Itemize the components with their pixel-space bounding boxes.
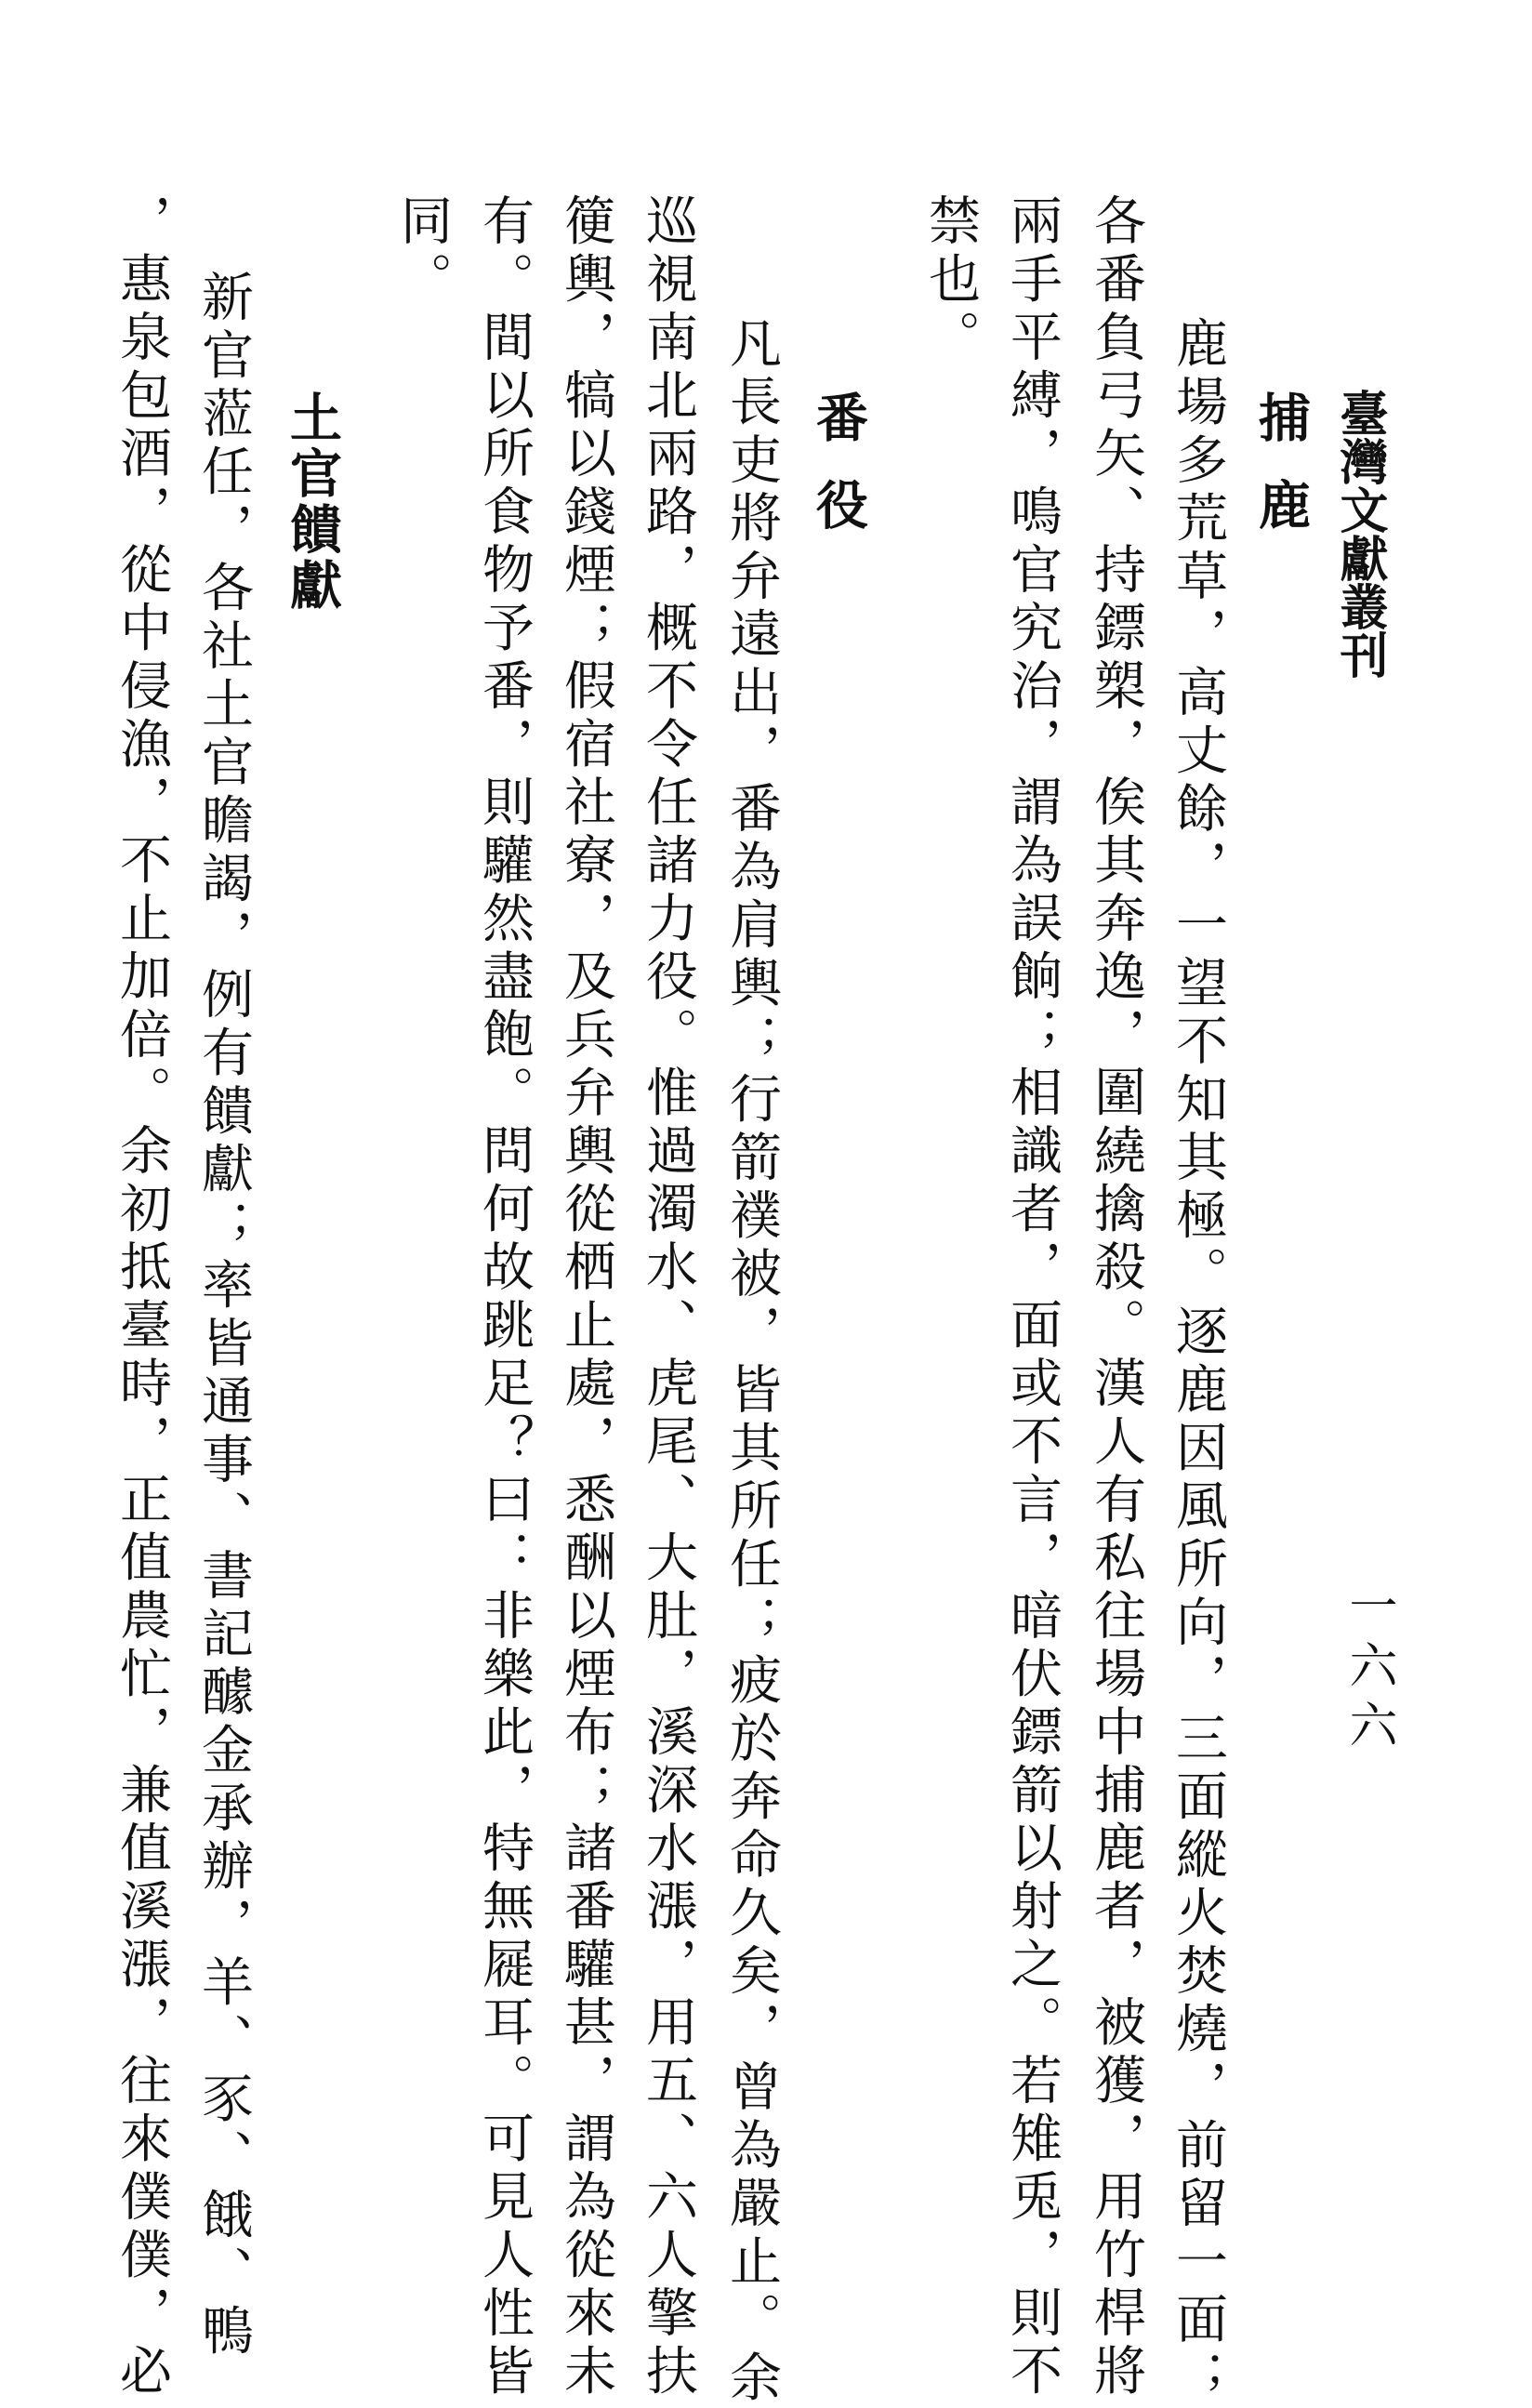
page-number: 一六六 [1340,1581,1396,1759]
body-line: ，惠泉包酒，從中侵漁，不止加倍。余初抵臺時，正值農忙，兼值溪漲，往來僕僕，必 [112,193,172,2401]
body-line: 有。間以所食物予番，則驩然盡飽。問何故跳足？曰：非樂此，特無屣耳。可見人性皆 [474,193,535,2401]
body-line: 各番負弓矢、持鏢槊，俟其奔逸，圍繞擒殺。漢人有私往場中捕鹿者，被獲，用竹桿將 [1086,193,1146,2401]
body-line: 禁也。 [920,193,981,368]
book-title: 臺灣文獻叢刊 [1331,389,1388,679]
body-line: 箯輿，犒以錢煙；假宿社寮，及兵弁輿從栖止處，悉酬以煙布；諸番驩甚，謂為從來未 [556,193,616,2401]
section-heading-native-labor: 番役 [808,390,869,565]
body-line: 兩手平縛，鳴官究治，謂為誤餉；相識者，面或不言，暗伏鏢箭以射之。若雉兎，則不 [1002,193,1063,2401]
body-line: 同。 [392,193,453,310]
body-line: 新官蒞任，各社土官瞻謁，例有饋獻；率皆通事、書記醵金承辦，羊、豕、餓、鴨 [193,270,254,2362]
body-line: 凡長吏將弁遠出，番為肩輿；行箭襆被，皆其所任；疲於奔命久矣，曾為嚴止。余 [721,316,782,2408]
body-line: 巡視南北兩路，概不令任諸力役。惟過濁水、虎尾、大肚，溪深水漲，用五、六人擎扶 [638,193,698,2401]
section-heading-chief-tribute: 土官饋獻 [282,390,343,614]
section-heading-hunting-deer: 捕鹿 [1250,390,1312,565]
body-line: 鹿場多荒草，高丈餘，一望不知其極。逐鹿因風所向，三面縱火焚燒，前留一面； [1168,316,1228,2408]
